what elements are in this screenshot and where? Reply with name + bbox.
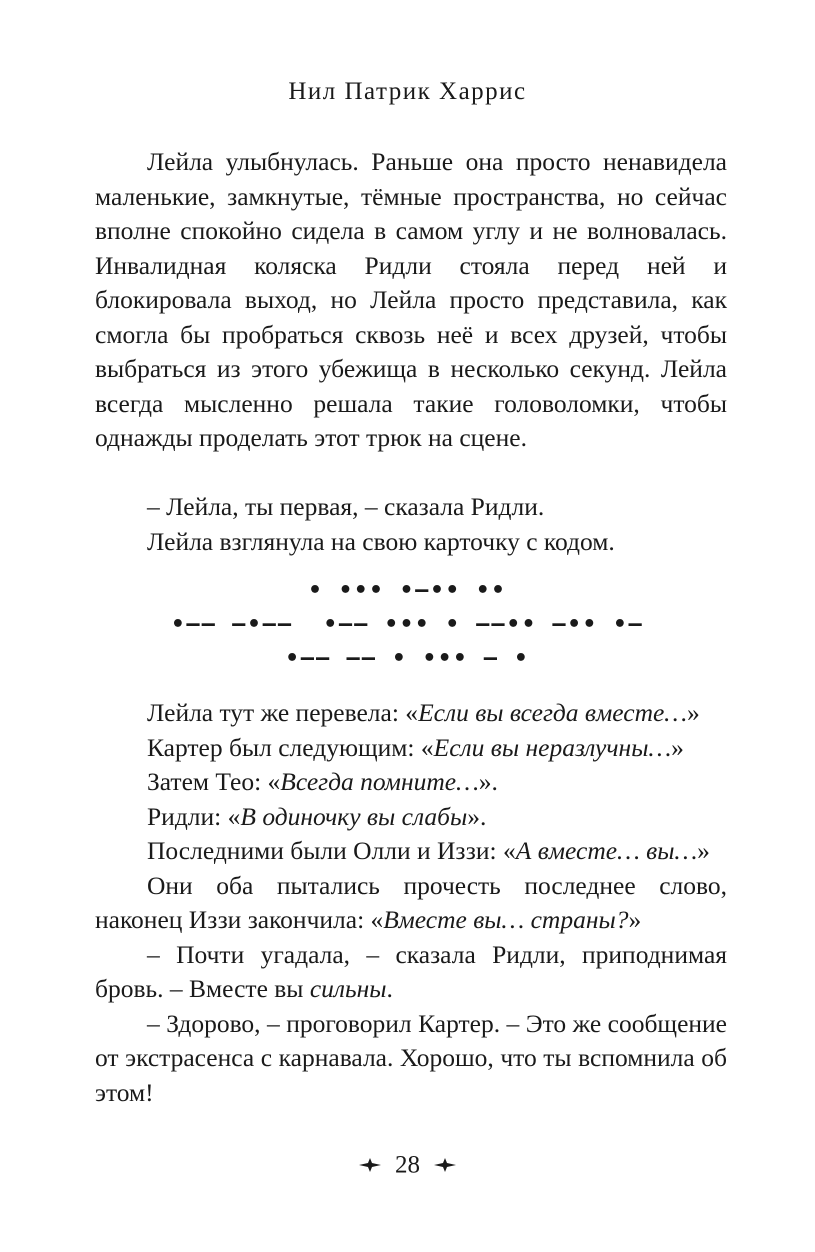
running-header — [0, 78, 815, 106]
paragraph: Ридли: «В одиночку вы слабы». — [147, 801, 487, 831]
morse-line-1: • ••• •–•• •• — [308, 578, 507, 603]
morse-line-3: •–– –– • ••• – • — [285, 646, 530, 671]
morse-line-2: •–– –•–– •–– ••• • ––•• –•• •– — [171, 612, 644, 637]
body-text-bottom — [95, 696, 727, 1110]
author-name: Нил Патрик Харрис — [288, 78, 527, 105]
page-footer — [0, 1150, 815, 1179]
paragraph: – Почти угадала, – сказала Ридли, приподнимая бровь. – Вместе вы сильны. — [95, 939, 727, 1003]
paragraph: Лейла взглянула на свою карточку с кодом. — [147, 526, 615, 556]
paragraph: Затем Тео: «Всегда помните…». — [147, 767, 498, 796]
star-ornament-icon — [359, 1158, 381, 1172]
star-ornament-icon — [434, 1158, 456, 1172]
paragraph: Лейла улыбнулась. Раньше она просто ненавидела маленькие, замкнутые, тёмные пространства, но сейчас вполне спокойно сидела в самом углу и не волновалась. Инвалидная коляска Ридли стояла перед ней и блокировала выход, но Лейла просто представила, как смогла бы пробраться сквозь неё и всех друзей, чтобы выбраться из этого убежища в несколько секунд. Лейла всегда мысленно решала такие головоломки, чтобы однажды проделать этот трюк на сцене. — [95, 147, 727, 452]
paragraph: Последними были Олли и Иззи: «А вместе… вы…» — [147, 836, 710, 865]
dialogue-block — [95, 490, 727, 559]
page-number: 28 — [395, 1151, 420, 1179]
paragraph: Лейла тут же перевела: «Если вы всегда вместе…» — [147, 698, 700, 727]
body-text-top — [95, 145, 727, 456]
paragraph: Они оба пытались прочесть последнее слово, наконец Иззи закончила: «Вместе вы… страны?» — [95, 870, 727, 934]
paragraph: – Лейла, ты первая, – сказала Ридли. — [147, 492, 545, 521]
paragraph: Картер был следующим: «Если вы неразлучны…» — [147, 732, 684, 762]
paragraph: – Здорово, – проговорил Картер. – Это же сообщение от экстрасенса с карнавала. Хорошо, что ты вспомнила об этом! — [95, 1008, 727, 1107]
